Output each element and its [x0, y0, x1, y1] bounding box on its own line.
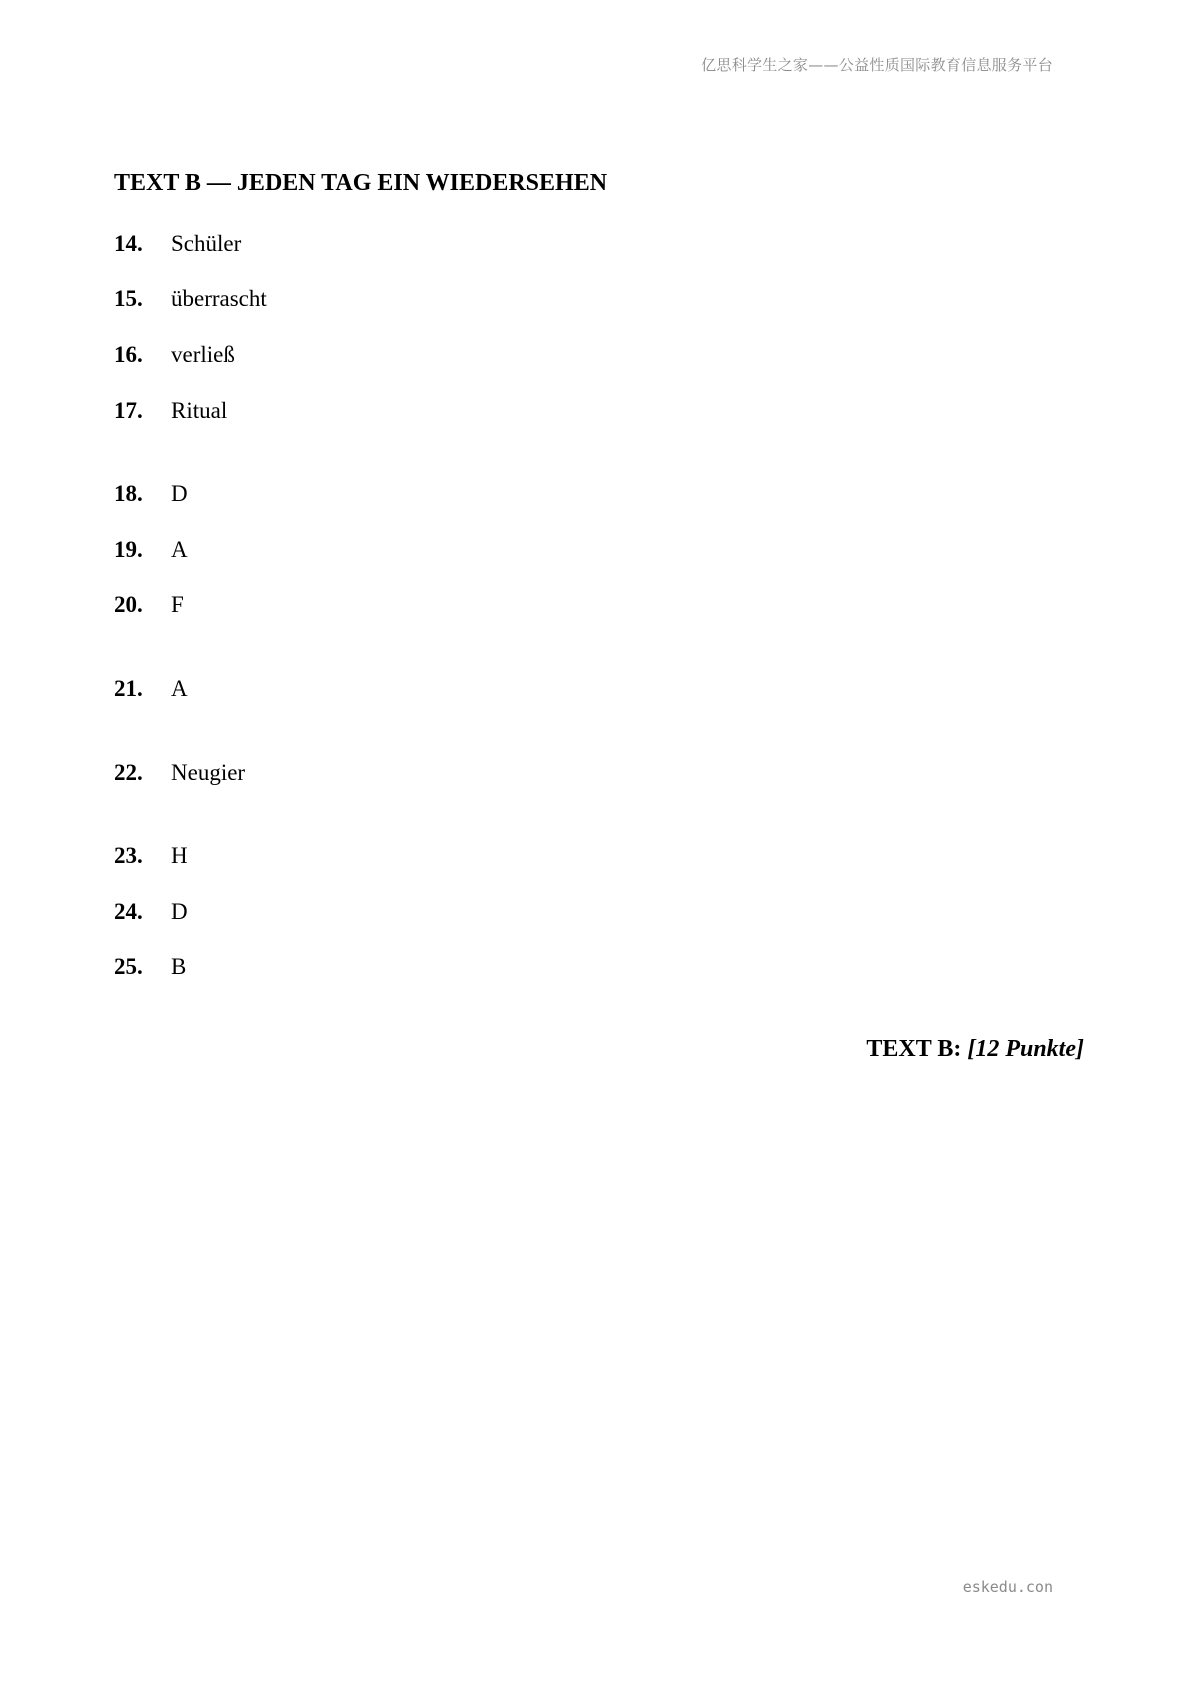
footer-watermark: eskedu.con: [962, 1578, 1053, 1596]
answer-item: [114, 591, 184, 619]
answer-number: 24.: [114, 899, 143, 924]
answer-number: 14.: [114, 231, 143, 256]
answer-item: [114, 759, 245, 787]
answer-text: überrascht: [171, 286, 267, 311]
answer-item: [114, 536, 188, 564]
answer-number: 22.: [114, 760, 143, 785]
answer-number: 25.: [114, 954, 143, 979]
answer-item: [114, 953, 186, 981]
answer-item: [114, 341, 235, 369]
answer-item: [114, 842, 188, 870]
answer-number: 15.: [114, 286, 143, 311]
answer-number: 16.: [114, 342, 143, 367]
answer-number: 18.: [114, 481, 143, 506]
answer-number: 21.: [114, 676, 143, 701]
answer-item: [114, 675, 188, 703]
answer-text: A: [171, 676, 188, 701]
answer-number: 23.: [114, 843, 143, 868]
answer-text: D: [171, 481, 188, 506]
answer-text: Neugier: [171, 760, 246, 785]
answer-text: Ritual: [171, 398, 228, 423]
answer-item: [114, 898, 188, 926]
answer-number: 19.: [114, 537, 143, 562]
answer-text: H: [171, 843, 188, 868]
score-line: [866, 1036, 1084, 1063]
answer-text: F: [171, 592, 184, 617]
answer-item: [114, 285, 267, 313]
answer-item: [114, 230, 241, 258]
answer-item: [114, 397, 227, 425]
answer-text: A: [171, 537, 188, 562]
score-label: TEXT B:: [866, 1036, 962, 1062]
answer-text: D: [171, 899, 188, 924]
answer-text: B: [171, 954, 187, 979]
answer-item: [114, 480, 188, 508]
section-title: TEXT B — JEDEN TAG EIN WIEDERSEHEN: [114, 170, 608, 196]
answer-text: verließ: [171, 342, 235, 367]
answer-number: 17.: [114, 398, 143, 423]
score-value: [12 Punkte]: [967, 1036, 1084, 1062]
header-watermark: 亿思科学生之家——公益性质国际教育信息服务平台: [701, 56, 1053, 74]
answer-text: Schüler: [171, 231, 242, 256]
answer-number: 20.: [114, 592, 143, 617]
